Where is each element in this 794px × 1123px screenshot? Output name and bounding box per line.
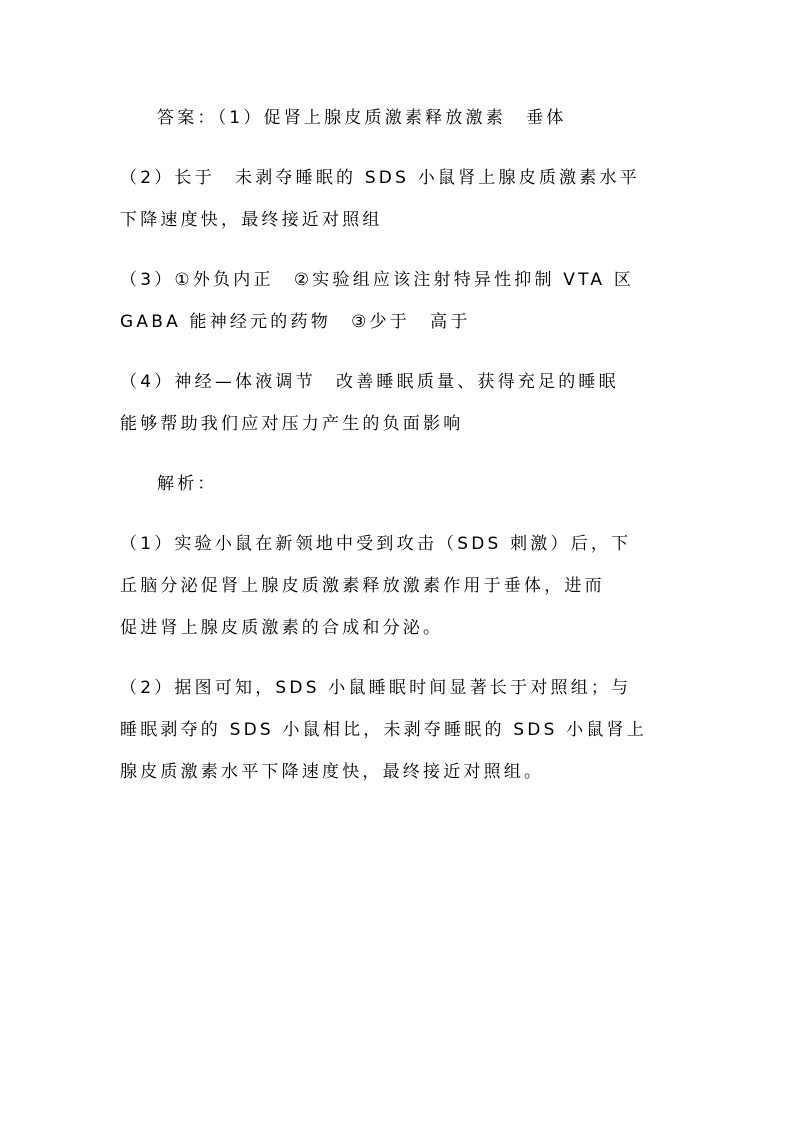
analysis-2-line-3: 腺皮质激素水平下降速度快，最终接近对照组。 <box>120 762 545 782</box>
answer-4-line-1: （4）神经—体液调节 改善睡眠质量、获得充足的睡眠 <box>120 372 619 392</box>
answer-2-line-2: 下降速度快，最终接近对照组 <box>120 210 383 230</box>
analysis-2-line-1: （2）据图可知，SDS 小鼠睡眠时间显著长于对照组；与 <box>120 678 632 698</box>
analysis-2-line-2: 睡眠剥夺的 SDS 小鼠相比，未剥夺睡眠的 SDS 小鼠肾上 <box>120 720 647 740</box>
answer-3-line-1: （3）①外负内正 ②实验组应该注射特异性抑制 VTA 区 <box>120 270 635 290</box>
answer-4-line-2: 能够帮助我们应对压力产生的负面影响 <box>120 414 464 434</box>
analysis-1-line-2: 丘脑分泌促肾上腺皮质激素释放激素作用于垂体，进而 <box>120 576 605 596</box>
answer-2-line-1: （2）长于 未剥夺睡眠的 SDS 小鼠肾上腺皮质激素水平 <box>120 168 640 188</box>
analysis-1-line-1: （1）实验小鼠在新领地中受到攻击（SDS 刺激）后，下 <box>120 534 632 554</box>
answer-heading-line: 答案：（1）促肾上腺皮质激素释放激素 垂体 <box>157 108 567 128</box>
answer-3-line-2: GABA 能神经元的药物 ③少于 高于 <box>120 312 471 332</box>
analysis-heading: 解析： <box>157 474 218 494</box>
analysis-1-line-3: 促进肾上腺皮质激素的合成和分泌。 <box>120 618 444 638</box>
